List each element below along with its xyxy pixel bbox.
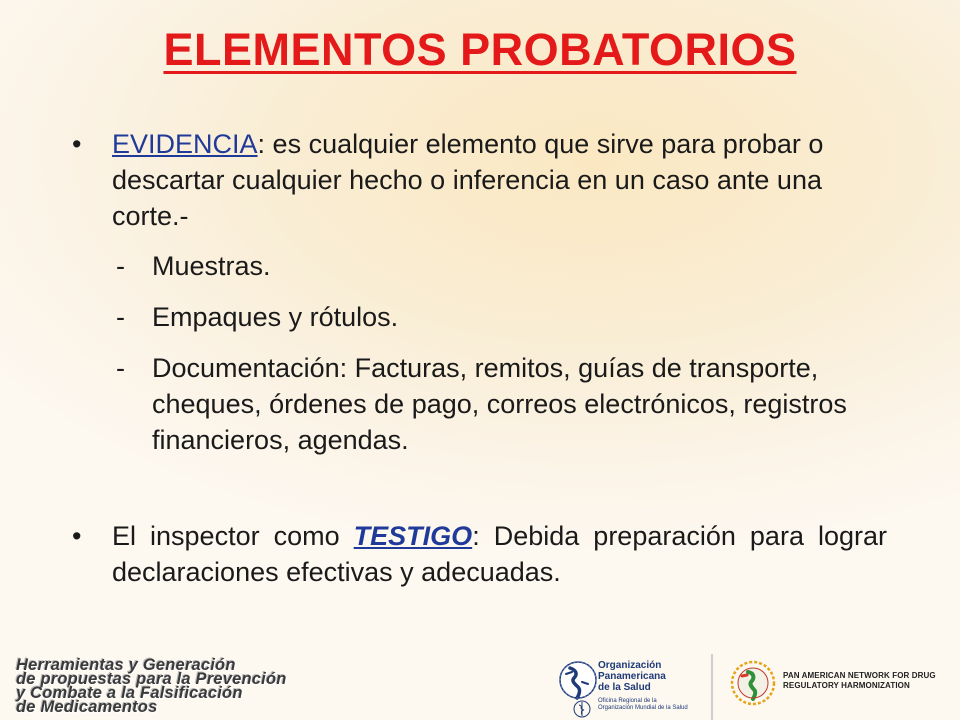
bullet-testigo (72, 518, 887, 590)
project-title (16, 658, 287, 714)
evidence-sub-list (116, 248, 887, 458)
slide-body (72, 126, 887, 590)
sub-item-empaques (116, 299, 887, 335)
paho-name (598, 660, 666, 693)
paho-name-line: Panamericana (598, 671, 666, 682)
keyword-testigo: TESTIGO (353, 521, 473, 551)
slide-title: ELEMENTOS PROBATORIOS (163, 24, 797, 75)
sub-dash: - (116, 302, 125, 332)
project-title-line: de propuestas para la Prevención (16, 670, 287, 688)
sub-dash: - (116, 353, 125, 383)
paho-name-line: de la Salud (598, 682, 651, 693)
who-emblem-icon (573, 700, 591, 718)
bullet-evidencia-text: : es cualquier elemento que sirve para probar o descartar cualquier hecho o inferencia en un caso ante una corte.- (112, 129, 824, 231)
sub-item-muestras (116, 248, 887, 284)
bullet-dot: • (72, 521, 82, 551)
sub-item-text: Muestras. (152, 251, 271, 281)
red-parf-logo-icon (728, 658, 778, 708)
network-name (783, 671, 936, 691)
bullet-evidencia (72, 126, 887, 234)
keyword-evidencia: EVIDENCIA (112, 129, 258, 159)
bullet-dot: • (72, 129, 82, 159)
project-title-line: Herramientas y Generación (16, 656, 236, 674)
footer-divider (711, 654, 713, 720)
network-name-line: REGULATORY HARMONIZATION (783, 681, 910, 690)
network-name-line: PAN AMERICAN NETWORK FOR DRUG (783, 671, 936, 680)
footer (0, 640, 960, 720)
paho-globe-icon (556, 660, 601, 705)
paho-subtitle (598, 698, 688, 712)
paho-subtitle-line: Organización Mundial de la Salud (598, 705, 688, 711)
paho-subtitle-line: Oficina Regional de la (598, 698, 657, 704)
sub-item-text: Documentación: Facturas, remitos, guías de transporte, cheques, órdenes de pago, correos electrónicos, registros financieros, agendas. (152, 353, 847, 455)
bullet-testigo-suffix: : Debida preparación para lograr declaraciones efectivas y adecuadas. (112, 521, 888, 587)
sub-item-text: Empaques y rótulos. (152, 302, 399, 332)
project-title-line: de Medicamentos (16, 698, 158, 716)
sub-item-documentacion (116, 350, 887, 458)
paho-name-line: Organización (598, 660, 662, 671)
sub-dash: - (116, 251, 125, 281)
bullet-testigo-prefix: El inspector como (112, 521, 354, 551)
project-title-line: y Combate a la Falsificación (16, 684, 243, 702)
